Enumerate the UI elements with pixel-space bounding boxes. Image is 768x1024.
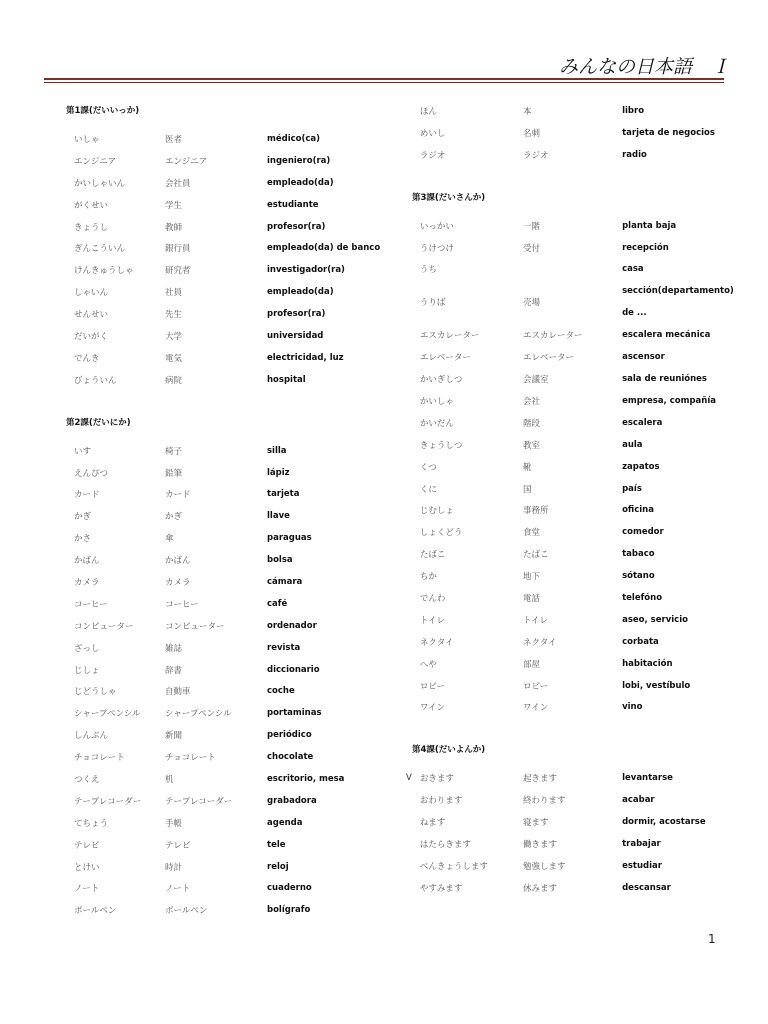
meaning-cell: corbata — [622, 636, 659, 647]
kana-cell: だいがく — [74, 331, 109, 342]
kana-cell: やすみます — [419, 883, 463, 894]
kana-cell: シャープペンシル — [74, 709, 141, 720]
meaning-cell: bolsa — [267, 555, 293, 566]
vocab-row — [60, 347, 400, 369]
kanji-cell: 一階 — [522, 221, 540, 232]
kana-cell: カメラ — [74, 577, 100, 588]
kanji-cell: ネクタイ — [522, 637, 557, 648]
kana-cell: きょうし — [74, 222, 109, 233]
meaning-cell: llave — [267, 511, 290, 522]
kana-cell: ざっし — [74, 643, 100, 654]
meaning-cell: tabaco — [622, 549, 655, 560]
meaning-cell: portaminas — [267, 708, 322, 719]
kanji-cell: 教師 — [165, 222, 183, 233]
meaning-cell: agenda — [267, 817, 303, 828]
kana-cell: しゃいん — [74, 288, 109, 299]
kana-cell: つくえ — [74, 774, 100, 785]
meaning-cell: empresa, compañía — [622, 395, 716, 406]
vocab-row — [406, 412, 746, 434]
kana-cell: おわります — [419, 796, 463, 807]
kanji-cell: ラジオ — [522, 150, 549, 161]
kanji-cell: エンジニア — [165, 156, 208, 167]
kana-cell: ラジオ — [419, 150, 446, 161]
kanji-cell: チョコレート — [165, 753, 216, 764]
vocab-row — [60, 259, 400, 281]
kanji-cell: エスカレーター — [522, 331, 583, 342]
kanji-cell: ボールペン — [165, 906, 208, 917]
kana-cell: チョコレート — [74, 753, 125, 764]
vocab-row — [406, 368, 746, 390]
kanji-cell: 国 — [522, 484, 532, 495]
lesson-title: 第3課(だいさんか) — [412, 192, 486, 203]
vocab-row — [60, 812, 400, 834]
vocab-row — [60, 325, 400, 347]
kana-cell: ワイン — [419, 703, 446, 714]
vocab-row — [60, 194, 400, 216]
meaning-cell: recepción — [622, 242, 669, 253]
kanji-cell: 寝ます — [522, 818, 549, 829]
meaning-cell: electricidad, luz — [267, 352, 344, 363]
meaning-cell: chocolate — [267, 752, 314, 763]
kanji-cell: 病院 — [165, 375, 183, 386]
vocab-row — [60, 281, 400, 303]
meaning-cell: lobi, vestíbulo — [622, 680, 691, 691]
kana-cell: ぎんこういん — [74, 244, 126, 255]
vocab-row — [60, 878, 400, 900]
kanji-cell: かぎ — [165, 512, 183, 523]
vocab-row — [60, 615, 400, 637]
meaning-cell: bolígrafo — [267, 905, 311, 916]
vocab-row — [60, 768, 400, 790]
vocab-row — [406, 237, 746, 259]
kana-cell: びょういん — [74, 375, 117, 386]
vocab-row — [60, 462, 400, 484]
vocab-row — [60, 150, 400, 172]
meaning-cell: escalera mecánica — [622, 330, 711, 341]
kanji-cell: 机 — [165, 774, 174, 785]
kanji-cell: 医者 — [165, 134, 183, 145]
vocab-row — [406, 390, 746, 412]
kanji-cell: 大学 — [165, 331, 183, 342]
kanji-cell: 名刺 — [522, 128, 540, 139]
kana-cell: えんぴつ — [74, 468, 109, 479]
vocab-row — [60, 505, 400, 527]
kanji-cell: 電気 — [165, 353, 183, 364]
vocab-row — [60, 856, 400, 878]
kana-cell: エンジニア — [74, 156, 117, 167]
kanji-cell: 会社 — [522, 396, 540, 407]
kana-cell: へや — [419, 659, 437, 670]
kana-cell: うりば — [419, 298, 446, 309]
lesson-section — [406, 739, 746, 898]
kana-cell: しんぶん — [74, 731, 109, 742]
kana-cell: ボールペン — [74, 906, 117, 917]
kanji-cell: 本 — [522, 106, 532, 117]
kanji-cell: 椅子 — [165, 446, 183, 457]
kana-cell: かいしゃいん — [74, 178, 126, 189]
meaning-cell: profesor(ra) — [267, 221, 326, 232]
vocab-row — [406, 144, 746, 166]
kanji-cell: 休みます — [522, 883, 557, 894]
kana-cell: かいぎしつ — [419, 375, 463, 386]
kanji-cell: ノート — [165, 884, 191, 895]
vocab-row — [60, 834, 400, 856]
kana-cell: でんわ — [419, 593, 446, 604]
vocab-row — [406, 877, 746, 899]
lesson-section — [406, 187, 746, 719]
meaning-cell: país — [622, 483, 642, 494]
kanji-cell: 地下 — [522, 572, 540, 583]
vocab-row — [406, 565, 746, 587]
kanji-cell: 受付 — [522, 243, 540, 254]
lesson-title: 第2課(だいにか) — [66, 417, 131, 428]
kanji-cell: 起きます — [522, 774, 557, 785]
meaning-cell: grabadora — [267, 795, 317, 806]
kana-cell: カード — [74, 490, 100, 501]
vocab-row — [60, 303, 400, 325]
vocab-row — [60, 527, 400, 549]
kana-cell: がくせい — [74, 200, 109, 211]
vocab-row — [60, 369, 400, 391]
meaning-cell: tarjeta de negocios — [622, 127, 715, 138]
meaning-cell: silla — [267, 445, 287, 456]
vocab-row — [60, 128, 400, 150]
meaning-cell: aula — [622, 439, 643, 450]
meaning-cell: dormir, acostarse — [622, 817, 706, 828]
page-header-title: みんなの日本語 Ｉ — [558, 56, 730, 78]
vocab-row — [60, 637, 400, 659]
kanji-cell: かばん — [165, 556, 191, 567]
kana-cell: いしゃ — [74, 134, 100, 145]
kanji-cell: 売場 — [522, 298, 540, 309]
kanji-cell: シャープペンシル — [165, 709, 232, 720]
vocab-row — [406, 521, 746, 543]
meaning-cell: médico(ca) — [267, 133, 321, 144]
meaning-cell: profesor(ra) — [267, 309, 326, 320]
meaning-cell: descansar — [622, 882, 671, 893]
kana-cell: テープレコーダー — [74, 796, 142, 807]
kana-cell: きょうしつ — [419, 440, 463, 451]
vocab-row — [406, 789, 746, 811]
meaning-cell: universidad — [267, 330, 324, 341]
vocab-row — [406, 434, 746, 456]
meaning-cell: cuaderno — [267, 883, 312, 894]
meaning-cell: habitación — [622, 658, 673, 669]
kanji-cell: 鉛筆 — [165, 468, 183, 479]
meaning-cell: sótano — [622, 571, 655, 582]
kanji-cell: ロビー — [522, 681, 549, 692]
vocab-row — [406, 811, 746, 833]
kana-cell: いっかい — [419, 221, 454, 232]
kana-cell: じしょ — [74, 665, 100, 676]
vocab-row — [406, 215, 746, 237]
vocab-row — [60, 680, 400, 702]
kanji-cell: 終わります — [522, 796, 566, 807]
kana-cell: いす — [74, 446, 92, 457]
kana-cell: ねます — [419, 818, 446, 829]
kana-cell: とけい — [74, 862, 100, 873]
lesson-title: 第1課(だいいっか) — [66, 106, 140, 116]
meaning-cell: cámara — [267, 576, 303, 587]
kanji-cell: トイレ — [522, 615, 549, 626]
vocab-row — [406, 499, 746, 521]
kanji-cell: 先生 — [165, 310, 183, 321]
meaning-cell: reloj — [267, 861, 289, 872]
vocab-row — [406, 631, 746, 653]
kanji-cell: 食堂 — [522, 528, 540, 539]
vocab-row — [60, 237, 400, 259]
kana-cell: じどうしゃ — [74, 687, 117, 698]
kana-cell: かばん — [74, 556, 100, 567]
kana-cell: かいしゃ — [419, 396, 454, 407]
vocab-row — [60, 724, 400, 746]
meaning-cell: revista — [267, 642, 301, 653]
meaning-cell: casa — [622, 264, 644, 275]
kanji-cell: コンピューター — [165, 621, 225, 632]
meaning-cell: vino — [622, 702, 643, 713]
kana-cell: ちか — [419, 572, 437, 583]
vocab-row — [406, 855, 746, 877]
kanji-cell: 傘 — [165, 534, 174, 545]
kana-cell: かさ — [74, 534, 92, 545]
vocab-row — [406, 258, 746, 280]
kana-cell: たばこ — [419, 550, 446, 561]
kanji-cell: 銀行員 — [165, 244, 191, 255]
meaning-cell: escritorio, mesa — [267, 773, 345, 784]
kana-cell: でんき — [74, 353, 100, 364]
kanji-cell: 事務所 — [522, 506, 549, 517]
vocab-row — [406, 122, 746, 144]
kanji-cell: たばこ — [522, 550, 549, 561]
kana-cell: じむしょ — [419, 506, 454, 517]
kana-cell: ノート — [74, 884, 100, 895]
kana-cell: せんせい — [74, 310, 109, 321]
lesson-section — [406, 100, 746, 166]
kanji-cell: 自動車 — [165, 687, 191, 698]
vocab-row — [406, 478, 746, 500]
vocab-row — [406, 587, 746, 609]
right-column — [406, 100, 746, 920]
kana-cell: くつ — [419, 462, 437, 473]
meaning-cell: tarjeta — [267, 489, 300, 500]
meaning-cell: periódico — [267, 730, 312, 741]
vocab-row — [406, 696, 746, 718]
kana-cell: ほん — [419, 106, 437, 117]
kanji-cell: 電話 — [522, 593, 540, 604]
vocab-row — [406, 543, 746, 565]
kana-cell: めいし — [419, 128, 446, 139]
vocab-row — [406, 833, 746, 855]
kanji-cell: 会議室 — [522, 375, 549, 386]
meaning-cell: café — [267, 598, 288, 609]
meaning-cell: ordenador — [267, 620, 317, 631]
kanji-cell: エレベーター — [522, 353, 574, 364]
kana-cell: うけつけ — [419, 243, 454, 254]
kanji-cell: 階段 — [522, 418, 540, 429]
vocab-row — [60, 172, 400, 194]
lesson-section — [60, 100, 400, 391]
kanji-cell: 雑誌 — [165, 643, 183, 654]
vocab-row — [406, 653, 746, 675]
vocab-row — [60, 549, 400, 571]
kana-cell: はたらきます — [419, 839, 471, 850]
kana-cell: しょくどう — [419, 528, 463, 539]
kanji-cell: 研究者 — [165, 266, 191, 277]
kanji-cell: 教室 — [522, 440, 540, 451]
vocab-row — [60, 483, 400, 505]
meaning-cell: libro — [622, 105, 645, 116]
vocab-row — [406, 675, 746, 697]
kanji-cell: 新聞 — [165, 731, 183, 742]
vocab-row — [406, 280, 746, 324]
meaning-cell: radio — [622, 149, 647, 160]
kanji-cell: 手帳 — [165, 818, 183, 829]
meaning-cell: escalera — [622, 417, 663, 428]
vocab-row — [406, 456, 746, 478]
kanji-cell: 時計 — [165, 862, 183, 873]
meaning-cell: investigador(ra) — [267, 265, 345, 276]
meaning-cell: telefóno — [622, 592, 663, 603]
kanji-cell: 部屋 — [522, 659, 540, 670]
kana-cell: エレベーター — [419, 353, 471, 364]
kana-cell: テレビ — [74, 840, 100, 851]
kanji-cell: ワイン — [522, 703, 549, 714]
meaning-cell: estudiante — [267, 199, 319, 210]
kanji-cell: 学生 — [165, 200, 183, 211]
meaning-cell: aseo, servicio — [622, 614, 688, 625]
vocab-row — [406, 346, 746, 368]
meaning-cell: lápiz — [267, 467, 290, 478]
kana-cell: かぎ — [74, 512, 92, 523]
meaning-cell: levantarse — [622, 773, 673, 784]
vocab-row — [406, 609, 746, 631]
meaning-cell: paraguas — [267, 533, 312, 544]
vocab-row — [406, 100, 746, 122]
kana-cell: コンピューター — [74, 621, 134, 632]
meaning-cell: trabajar — [622, 838, 661, 849]
meaning-cell: coche — [267, 686, 295, 697]
meaning-cell: oficina — [622, 505, 654, 516]
meaning-cell: zapatos — [622, 461, 660, 472]
kanji-cell: カード — [165, 490, 191, 501]
vocab-row — [60, 571, 400, 593]
kanji-cell: コーヒー — [165, 599, 199, 610]
meaning-cell: sección(departamento) de ... — [622, 286, 734, 319]
meaning-cell: ascensor — [622, 352, 665, 363]
kana-cell: ネクタイ — [419, 637, 454, 648]
kana-cell: かいだん — [419, 418, 454, 429]
kanji-cell: テレビ — [165, 840, 191, 851]
kana-cell: ロビー — [419, 681, 446, 692]
kanji-cell: 辞書 — [165, 665, 183, 676]
kanji-cell: 靴 — [522, 462, 532, 473]
kanji-cell: 会社員 — [165, 178, 191, 189]
page-number: 1 — [708, 932, 716, 946]
header-rule-thin — [44, 82, 724, 83]
kana-cell: くに — [419, 484, 437, 495]
vocab-row — [60, 216, 400, 238]
meaning-cell: empleado(da) — [267, 177, 334, 188]
kanji-cell: 働きます — [522, 839, 557, 850]
vocab-row — [60, 702, 400, 724]
vocab-row — [60, 790, 400, 812]
kanji-cell: 社員 — [165, 288, 183, 299]
vocab-row — [60, 746, 400, 768]
lesson-section — [60, 412, 400, 922]
left-column — [60, 100, 400, 942]
kana-cell: おきます — [419, 774, 454, 785]
vocab-row — [406, 324, 746, 346]
kana-cell: エスカレーター — [419, 331, 480, 342]
meaning-cell: acabar — [622, 795, 655, 806]
meaning-cell: comedor — [622, 527, 664, 538]
meaning-cell: empleado(da) de banco — [267, 243, 381, 254]
meaning-cell: hospital — [267, 374, 306, 385]
mark: V — [406, 773, 412, 784]
meaning-cell: diccionario — [267, 664, 320, 675]
meaning-cell: ingeniero(ra) — [267, 155, 331, 166]
kana-cell: コーヒー — [74, 599, 108, 610]
kana-cell: トイレ — [419, 615, 445, 626]
vocab-row — [60, 899, 400, 921]
kana-cell: けんきゅうしゃ — [74, 266, 134, 277]
meaning-cell: empleado(da) — [267, 287, 334, 298]
vocab-row — [60, 440, 400, 462]
kana-cell: べんきょうします — [419, 861, 488, 872]
vocab-row — [60, 593, 400, 615]
meaning-cell: planta baja — [622, 220, 677, 231]
kana-cell: うち — [419, 265, 437, 276]
kana-cell: てちょう — [74, 818, 109, 829]
meaning-cell: tele — [267, 839, 286, 850]
header-rule — [44, 78, 724, 80]
lesson-title: 第4課(だいよんか) — [412, 745, 486, 756]
kanji-cell: カメラ — [165, 577, 191, 588]
vocab-row — [406, 767, 746, 789]
meaning-cell: sala de reuniónes — [622, 374, 707, 385]
vocab-row — [60, 659, 400, 681]
kanji-cell: テープレコーダー — [165, 796, 233, 807]
meaning-cell: estudiar — [622, 860, 662, 871]
kanji-cell: 勉強します — [522, 861, 566, 872]
